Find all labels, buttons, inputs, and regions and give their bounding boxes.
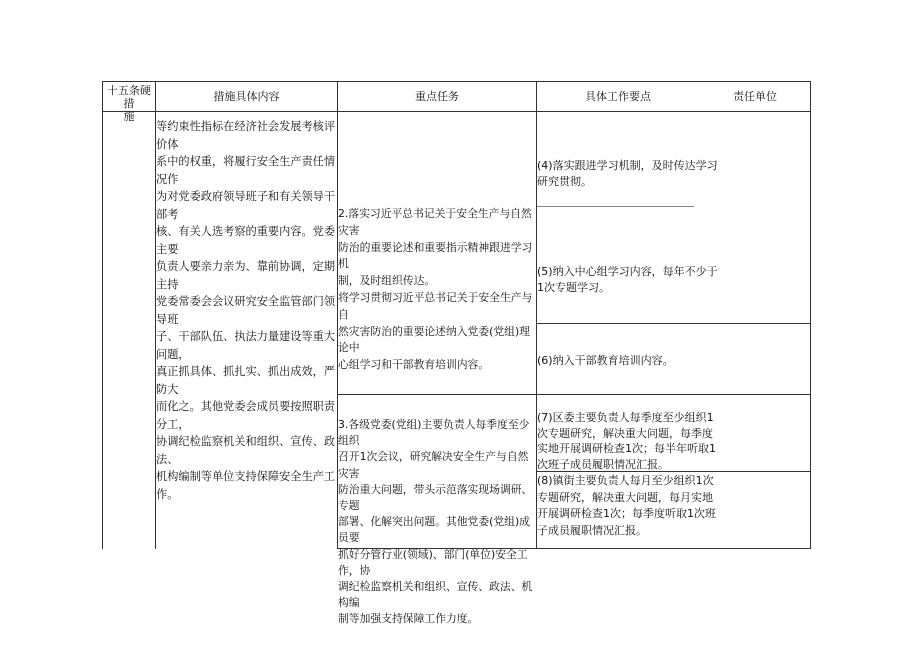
points-divider-2	[537, 323, 810, 324]
work-point-7: (7)区委主要负责人每季度至少组织1 次专题研究，解决重大问题，每季度 实地开展调研检查1次；每半年听取1 次班子成员履职情况汇报。	[537, 411, 716, 471]
work-point-6: (6)纳入干部教育培训内容。	[537, 354, 674, 367]
table-left-border	[102, 81, 103, 549]
header-bottom-border	[102, 111, 811, 112]
header-task: 重点任务	[415, 90, 459, 103]
measure-content-cell: 等约束性指标在经济社会发展考核评价体 系中的权重，将履行安全生产责任情况作 为对党委政府领导班子和有关领导干部考 核、有关人选考察的重要内容。党委主要 负责人要亲力亲为、靠前协调，定期主持 党委常委会会议研究安全监管部门领导班 子、干部队伍、执法力量建设等重大问题， 真正抓具体、抓扎实、抓出成效，严防大 而化之。其他党委会成员要按照职责分工， 协调纪检监察机关和组织、宣传、政法、 机构编制等单位支持保障安全生产工作。	[156, 120, 336, 501]
header-content: 措施具体内容	[213, 90, 280, 103]
table-right-border	[810, 81, 811, 549]
task-2-cell: 2.落实习近平总书记关于安全生产与自然灾害 防治的重要论述和重要指示精神跟进学习机 制，及时组织传达。 将学习贯彻习近平总书记关于安全生产与自 然灾害防治的重要论述纳入党委(党组)理论中 心组学习和干部教育培训内容。	[338, 207, 533, 372]
work-point-8: (8)镇街主要负责人每月至少组织1次 专题研究，解决重大问题，每月实地 开展调研检查1次；每季度听取1次班 子成员履职情况汇报。	[537, 474, 716, 537]
task-3-cell: 3.各级党委(党组)主要负责人每季度至少组织 召开1次会议，研究解决安全生产与自然灾害 防治重大问题，带头示范落实现场调研、专题 部署、化解突出问题。其他党委(党组)成员要 抓好分管行业(领域)、部门(单位)安全工作，协 调纪检监察机关和组织、宣传、政法、机构编 制等加强支持保障工作力度。	[338, 418, 533, 626]
work-point-5: (5)纳入中心组学习内容，每年不少于 1次专题学习。	[537, 265, 718, 295]
header-unit: 责任单位	[733, 90, 777, 103]
task-divider	[337, 394, 810, 395]
table-top-border	[102, 81, 811, 82]
header-measure: 十五条硬措 施	[107, 84, 151, 123]
work-point-4: (4)落实跟进学习机制，及时传达学习 研究贯彻。	[537, 159, 718, 189]
header-points: 具体工作要点	[585, 90, 651, 103]
points-divider-1	[537, 206, 694, 207]
